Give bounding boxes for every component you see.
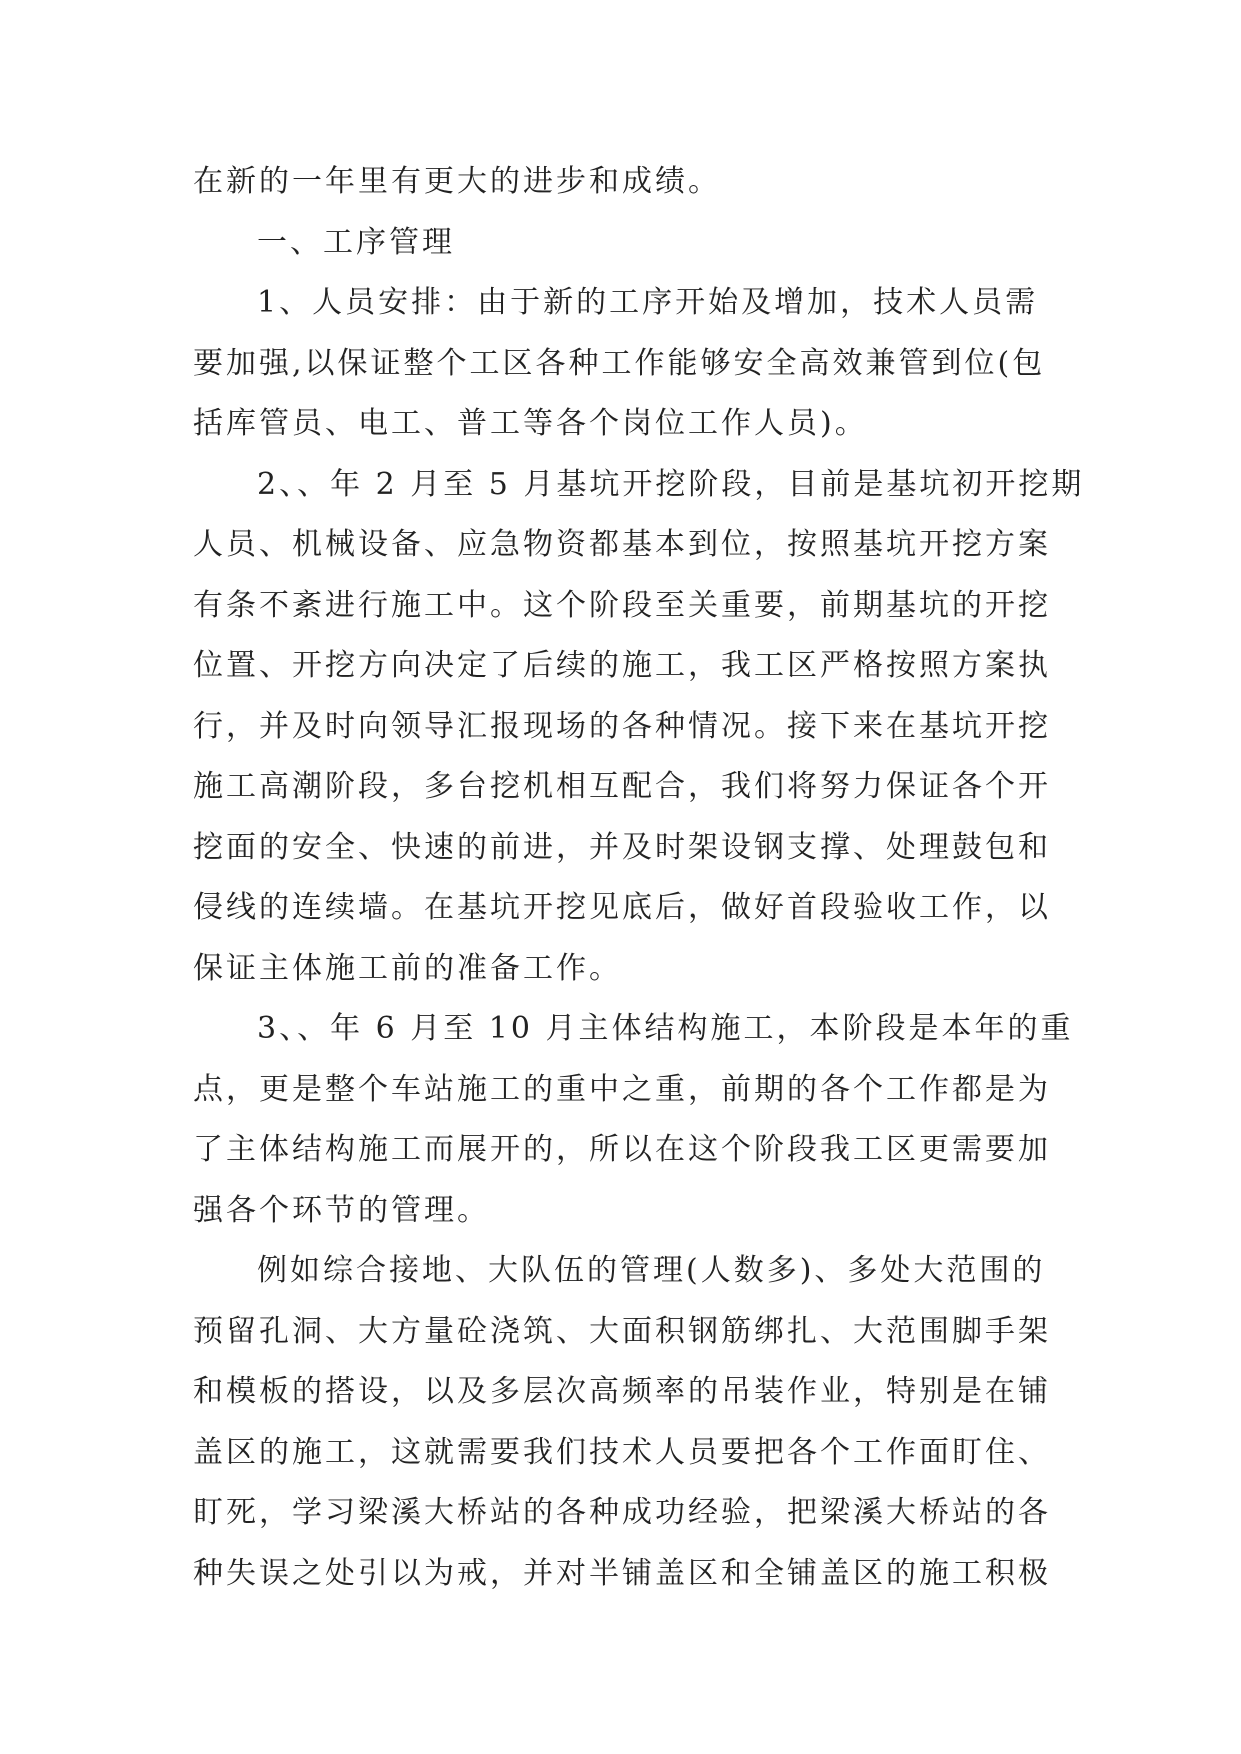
text-line: 1、人员安排：由于新的工序开始及增加，技术人员需 bbox=[257, 285, 1039, 320]
text-line: 和模板的搭设，以及多层次高频率的吊装作业，特别是在铺 bbox=[193, 1374, 1051, 1409]
section-heading: 一、工序管理 bbox=[257, 224, 455, 260]
text-line: 括库管员、电工、普工等各个岗位工作人员)。 bbox=[193, 406, 868, 441]
text-line: 预留孔洞、大方量砼浇筑、大面积钢筋绑扎、大范围脚手架 bbox=[193, 1313, 1051, 1349]
text-line: 盯死，学习梁溪大桥站的各种成功经验，把梁溪大桥站的各 bbox=[193, 1495, 1051, 1530]
text-line: 了主体结构施工而展开的，所以在这个阶段我工区更需要加 bbox=[193, 1132, 1051, 1167]
text-line: 侵线的连续墙。在基坑开挖见底后，做好首段验收工作，以 bbox=[193, 890, 1051, 925]
text-line: 施工高潮阶段，多台挖机相互配合，我们将努力保证各个开 bbox=[193, 769, 1051, 804]
text-line: 点，更是整个车站施工的重中之重，前期的各个工作都是为 bbox=[193, 1071, 1051, 1107]
text-line: 强各个环节的管理。 bbox=[193, 1192, 490, 1228]
text-line: 位置、开挖方向决定了后续的施工，我工区严格按照方案执 bbox=[193, 648, 1051, 683]
document-body bbox=[193, 152, 1085, 1604]
text-line: 盖区的施工，这就需要我们技术人员要把各个工作面盯住、 bbox=[193, 1434, 1051, 1470]
text-line: 挖面的安全、快速的前进，并及时架设钢支撑、处理鼓包和 bbox=[193, 829, 1051, 865]
text-line: 人员、机械设备、应急物资都基本到位，按照基坑开挖方案 bbox=[193, 527, 1051, 562]
text-line: 行，并及时向领导汇报现场的各种情况。接下来在基坑开挖 bbox=[193, 708, 1051, 744]
text-line: 例如综合接地、大队伍的管理(人数多)、多处大范围的 bbox=[257, 1253, 1046, 1288]
text-line: 在新的一年里有更大的进步和成绩。 bbox=[193, 164, 721, 199]
text-line: 保证主体施工前的准备工作。 bbox=[193, 950, 622, 986]
text-line: 有条不紊进行施工中。这个阶段至关重要，前期基坑的开挖 bbox=[193, 587, 1051, 623]
text-line: 3、、年 6 月至 10 月主体结构施工，本阶段是本年的重 bbox=[257, 1011, 1074, 1046]
text-line: 2、、年 2 月至 5 月基坑开挖阶段，目前是基坑初开挖期 bbox=[257, 466, 1085, 502]
text-line: 要加强,以保证整个工区各种工作能够安全高效兼管到位(包 bbox=[193, 345, 1046, 381]
text-line: 种失误之处引以为戒，并对半铺盖区和全铺盖区的施工积极 bbox=[193, 1555, 1051, 1591]
